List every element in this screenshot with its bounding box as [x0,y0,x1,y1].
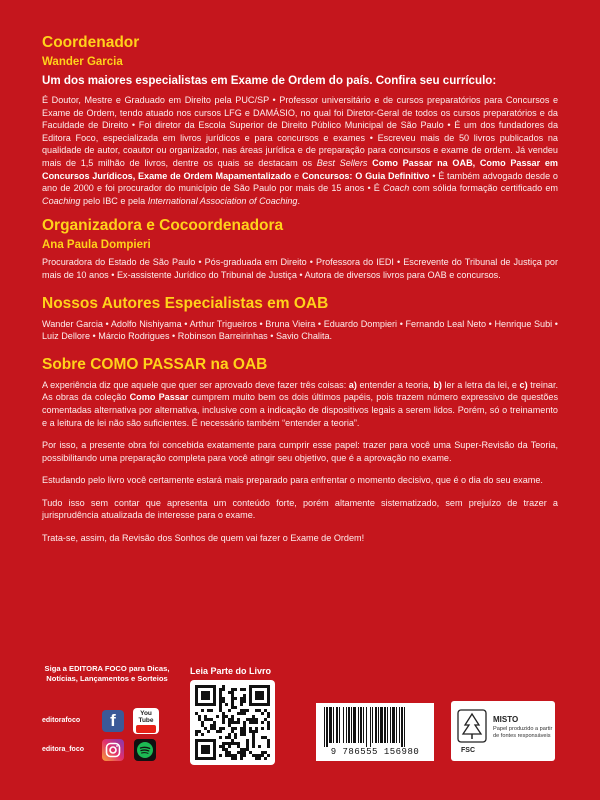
leia-parte-label: Leia Parte do Livro [190,666,272,676]
sobre-paragraph-2: Por isso, a presente obra foi concebida exatamente para cumprir esse papel: trazer para você uma Super-Revisão da Teoria, possibilitando uma preparação completa para você atingir seu objetivo, que é a aprovação no exame. [42,440,558,463]
qr-code[interactable] [190,680,275,765]
handle-editora-foco: editora_foco [42,746,85,753]
autores-heading: Nossos Autores Especialistas em OAB [42,294,329,312]
handle-editorafoco: editorafoco [42,717,81,724]
spotify-icon[interactable] [134,739,156,761]
sobre-paragraph-5: Trata-se, assim, da Revisão dos Sonhos de quem vai fazer o Exame de Ordem! [42,533,365,544]
autores-list: Wander Garcia • Adolfo Nishiyama • Arthur Trigueiros • Bruna Vieira • Eduardo Dompieri • Fernando Leal Neto • Henrique Subi • Luiz Dellore • Márcio Rodrigues • Robinson Barreirinhas • Savio Chalita. [42,318,558,342]
coordenador-bio: É Doutor, Mestre e Graduado em Direito pela PUC/SP • Professor universitário e de cursos preparatórios para Concursos e Exame de Ordem, tendo atuado nos cursos LFG e DAMÁSIO, no qual foi Diretor-Geral de todos os cursos preparatórios e da Faculdade de Direito • Foi diretor da Escola Superior de Direito Público Municipal de São Paulo • É um dos fundadores da Editora Foco, especializada em livros jurídicos e para concursos e exames • Escreveu mais de 50 livros publicados na qualidade de autor, coautor ou organizador, nas áreas jurídica e de preparação para concursos e exame de ordem. Já vendeu mais de 1,5 milhão de livros, dentre os quais se destacam os Best Sellers Como Passar na OAB, Como Passar em Concursos Jurídicos, Exame de Ordem Mapamentalizado e Concursos: O Guia Definitivo • É também advogado desde o ano de 2000 e foi procurador do município de São Paulo por mais de 15 anos • É Coach com sólida formação certificado em Coaching pelo IBC e pela International Association of Coaching. [42,95,558,206]
facebook-icon[interactable]: f [102,710,124,732]
coordenador-heading: Coordenador [42,34,140,51]
fsc-tree-icon [457,709,487,749]
fsc-label: FSC [461,747,475,754]
barcode [316,703,434,761]
instagram-icon[interactable] [102,739,124,761]
coordenador-lead: Um dos maiores especialistas em Exame de Ordem do país. Confira seu currículo: [42,74,497,87]
organizadora-heading: Organizadora e Cocoordenadora [42,217,284,235]
cover-text [42,34,558,545]
fsc-line-2: de fontes responsáveis [493,733,551,739]
fsc-seal [451,701,555,761]
follow-text: Siga a EDITORA FOCO para Dicas, Notícias, Lançamentos e Sorteios [44,664,170,683]
coordenador-name: Wander Garcia [42,56,123,68]
cover-footer [0,662,600,800]
barcode-number: 9 786555 156980 [330,747,420,757]
organizadora-name: Ana Paula Dompieri [42,239,151,252]
sobre-heading: Sobre COMO PASSAR na OAB [42,355,268,373]
youtube-icon[interactable] [133,708,159,734]
sobre-paragraph-3: Estudando pelo livro você certamente estará mais preparado para enfrentar o momento decisivo, que é o dia do seu exame. [42,475,543,486]
sobre-paragraph-1: A experiência diz que aquele que quer ser aprovado deve fazer três coisas: a) entender a teoria, b) ler a letra da lei, e c) treinar. As obras da coleção Como Passar cumprem muito bem os dois últimos papéis, pois trazem número expressivo de questões comentadas alternativa por alternativa, inclusive com a indicação de dispositivos legais a serem lidos. Porém, só o treinamento e a leitura de lei não são suficientes. É necessário também “entender a teoria”. [42,379,559,428]
fsc-title: MISTO [493,715,519,724]
youtube-label: You Tube [138,709,154,724]
organizadora-bio: Procuradora do Estado de São Paulo • Pós-graduada em Direito • Professora do IEDI • Escrevente do Tribunal de Justiça por mais de 10 anos • Ex-assistente Jurídico do Tribunal de Justiça • Autora de diversos livros para OAB e concursos. [42,257,558,280]
sobre-paragraph-4: Tudo isso sem contar que apresenta um conteúdo forte, porém altamente sistematizado, sem prejuízo de trazer a jurisprudência atualizada de interesse para o exame. [42,497,558,521]
fsc-line-1: Papel produzido a partir [493,726,553,732]
